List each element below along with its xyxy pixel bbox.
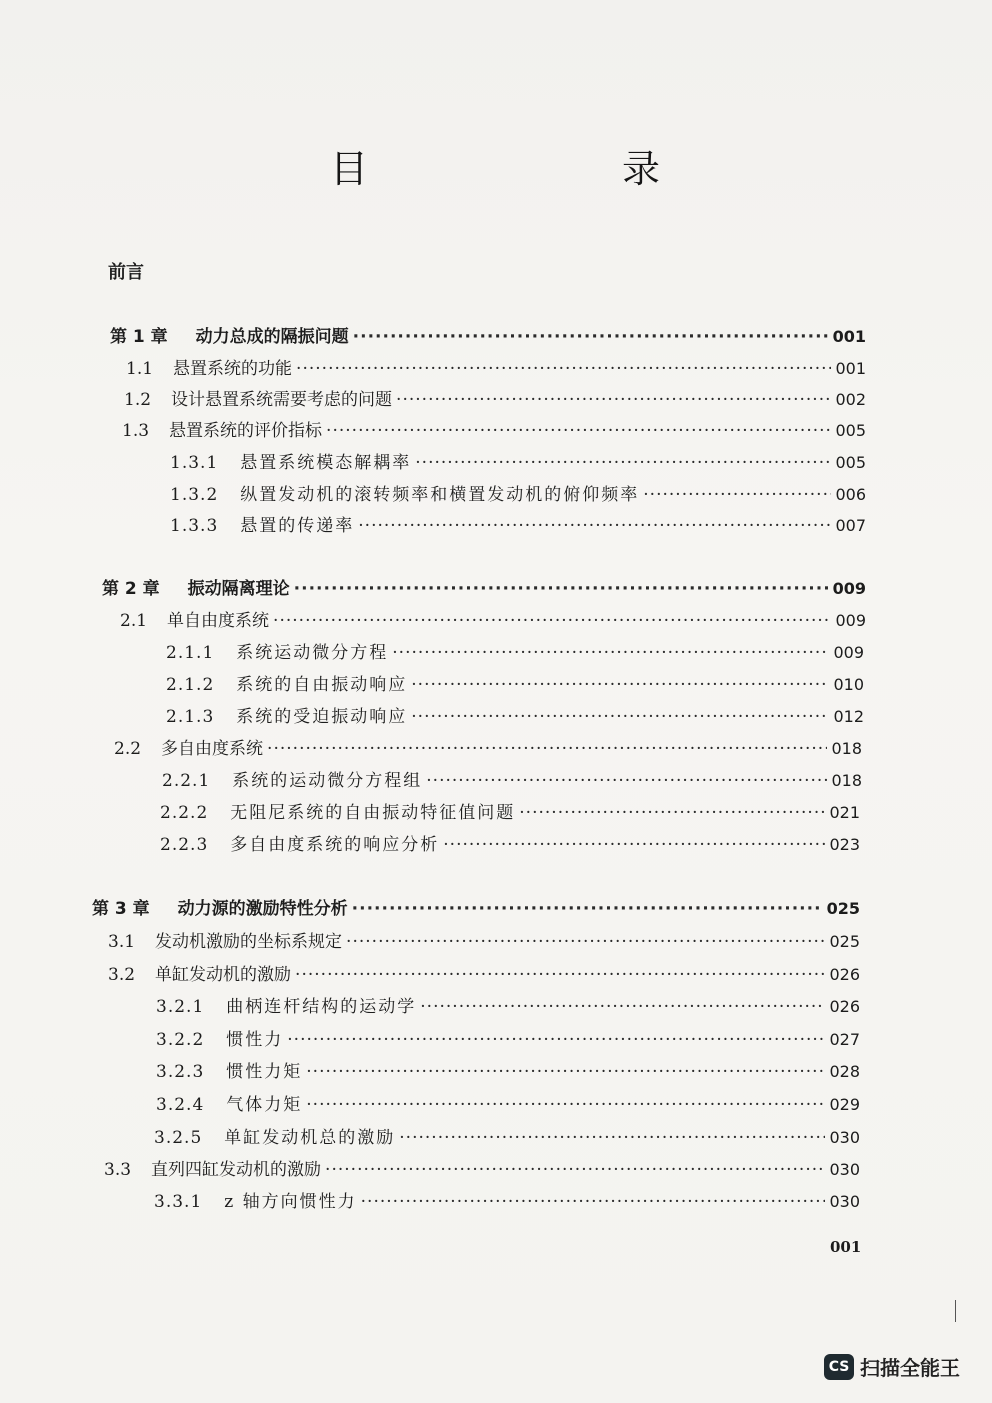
toc-leader xyxy=(326,421,831,441)
toc-text: 多自由度系统的响应分析 xyxy=(230,835,440,855)
toc-section-1-2[interactable] xyxy=(124,385,866,410)
toc-leader xyxy=(643,485,831,505)
toc-leader xyxy=(415,453,831,473)
watermark-text: 扫描全能王 xyxy=(860,1356,960,1380)
toc-text: 单自由度系统 xyxy=(167,611,270,631)
toc-text: 发动机激励的坐标系规定 xyxy=(155,932,343,952)
toc-page: 023 xyxy=(829,835,860,854)
toc-leader xyxy=(296,359,831,379)
toc-subsection-3-2-2[interactable] xyxy=(156,1025,860,1050)
toc-page: 001 xyxy=(835,359,866,378)
toc-page: 021 xyxy=(829,803,860,822)
toc-page: 005 xyxy=(835,421,866,440)
toc-leader xyxy=(399,1128,825,1148)
toc-page: 006 xyxy=(835,485,866,504)
toc-leader xyxy=(325,1160,825,1180)
toc-chapter-3[interactable] xyxy=(92,894,860,919)
toc-subsection-1-3-2[interactable] xyxy=(170,480,866,505)
toc-text: 单缸发动机总的激励 xyxy=(224,1128,396,1148)
toc-subsection-2-1-2[interactable] xyxy=(166,670,864,695)
toc-num: 2.2.3 xyxy=(160,835,209,855)
toc-num: 1.3 xyxy=(122,421,150,441)
toc-page: 028 xyxy=(829,1062,860,1081)
toc-page: 030 xyxy=(829,1128,860,1147)
toc-leader xyxy=(420,997,825,1017)
toc-leader xyxy=(287,1030,825,1050)
toc-text: 悬置系统模态解耦率 xyxy=(240,453,412,473)
scan-edge-line xyxy=(955,1300,956,1322)
toc-leader xyxy=(267,739,827,759)
toc-num: 1.3.1 xyxy=(170,453,219,473)
toc-leader xyxy=(306,1095,825,1115)
toc-leader xyxy=(426,771,827,791)
toc-text: 悬置的传递率 xyxy=(240,516,355,536)
toc-text: 悬置系统的功能 xyxy=(173,359,293,379)
toc-text: 多自由度系统 xyxy=(161,739,264,759)
toc-leader xyxy=(352,899,823,919)
toc-section-3-3[interactable] xyxy=(104,1155,860,1180)
toc-num: 2.2.1 xyxy=(162,771,211,791)
toc-num: 3.2.4 xyxy=(156,1095,205,1115)
toc-chapter-2[interactable] xyxy=(102,574,866,599)
toc-subsection-3-3-1[interactable] xyxy=(154,1187,860,1212)
toc-num: 2.2.2 xyxy=(160,803,209,823)
toc-leader xyxy=(346,932,825,952)
toc-page: 012 xyxy=(833,707,864,726)
toc-leader xyxy=(295,965,825,985)
toc-subsection-3-2-4[interactable] xyxy=(156,1090,860,1115)
toc-text: 设计悬置系统需要考虑的问题 xyxy=(171,390,393,410)
toc-subsection-2-1-1[interactable] xyxy=(166,638,864,663)
toc-section-3-2[interactable] xyxy=(108,960,860,985)
toc-num: 第 1 章 xyxy=(110,327,168,347)
toc-text: 单缸发动机的激励 xyxy=(155,965,292,985)
toc-page: 026 xyxy=(829,965,860,984)
toc-page: 005 xyxy=(835,453,866,472)
scanner-watermark xyxy=(824,1352,960,1381)
toc-page: 009 xyxy=(835,611,866,630)
toc-num: 第 3 章 xyxy=(92,899,150,919)
toc-num: 1.2 xyxy=(124,390,152,410)
toc-subsection-2-2-2[interactable] xyxy=(160,798,860,823)
toc-leader xyxy=(396,390,831,410)
toc-page: 007 xyxy=(835,516,866,535)
toc-page: 009 xyxy=(832,579,866,598)
toc-leader xyxy=(411,675,829,695)
toc-section-3-1[interactable] xyxy=(108,927,860,952)
toc-num: 3.2.5 xyxy=(154,1128,203,1148)
toc-leader xyxy=(273,611,831,631)
toc-chapter-1[interactable] xyxy=(110,322,866,347)
toc-num: 2.1.1 xyxy=(166,643,215,663)
toc-subsection-2-1-3[interactable] xyxy=(166,702,864,727)
toc-text: 系统运动微分方程 xyxy=(236,643,389,663)
toc-leader xyxy=(358,516,831,536)
toc-num: 2.1.2 xyxy=(166,675,215,695)
toc-num: 3.1 xyxy=(108,932,136,952)
toc-text: z 轴方向惯性力 xyxy=(224,1192,357,1212)
toc-subsection-2-2-1[interactable] xyxy=(162,766,862,791)
toc-num: 3.2.2 xyxy=(156,1030,205,1050)
toc-text: 动力源的激励特性分析 xyxy=(177,899,348,919)
toc-page: 018 xyxy=(831,771,862,790)
toc-section-2-2[interactable] xyxy=(114,734,862,759)
toc-page: 025 xyxy=(826,899,860,918)
toc-text: 纵置发动机的滚转频率和横置发动机的俯仰频率 xyxy=(240,485,640,505)
toc-leader xyxy=(294,579,829,599)
toc-text: 曲柄连杆结构的运动学 xyxy=(226,997,417,1017)
toc-page: 030 xyxy=(829,1192,860,1211)
toc-subsection-3-2-5[interactable] xyxy=(154,1123,860,1148)
toc-num: 3.3.1 xyxy=(154,1192,203,1212)
toc-subsection-3-2-3[interactable] xyxy=(156,1057,860,1082)
title-char-2: 录 xyxy=(621,147,660,191)
toc-text: 振动隔离理论 xyxy=(187,579,290,599)
toc-leader xyxy=(353,327,829,347)
toc-section-2-1[interactable] xyxy=(120,606,866,631)
toc-page: 026 xyxy=(829,997,860,1016)
cs-logo-icon: CS xyxy=(824,1354,854,1380)
toc-num: 1.3.3 xyxy=(170,516,219,536)
toc-page: 030 xyxy=(829,1160,860,1179)
title-char-1: 目 xyxy=(330,147,369,191)
toc-num: 1.3.2 xyxy=(170,485,219,505)
toc-section-1-1[interactable] xyxy=(126,354,866,379)
toc-leader xyxy=(519,803,825,823)
toc-page: 002 xyxy=(835,390,866,409)
toc-num: 2.2 xyxy=(114,739,142,759)
toc-leader xyxy=(443,835,825,855)
toc-text: 动力总成的隔振问题 xyxy=(195,327,349,347)
toc-num: 第 2 章 xyxy=(102,579,160,599)
toc-page: 029 xyxy=(829,1095,860,1114)
toc-page: 009 xyxy=(833,643,864,662)
toc-num: 3.2.3 xyxy=(156,1062,205,1082)
toc-subsection-2-2-3[interactable] xyxy=(160,830,860,855)
toc-page: 010 xyxy=(833,675,864,694)
toc-leader xyxy=(306,1062,825,1082)
toc-text: 惯性力 xyxy=(226,1030,284,1050)
toc-text: 系统的运动微分方程组 xyxy=(232,771,423,791)
page-title xyxy=(330,138,660,193)
toc-text: 系统的自由振动响应 xyxy=(236,675,408,695)
toc-text: 无阻尼系统的自由振动特征值问题 xyxy=(230,803,516,823)
toc-text: 系统的受迫振动响应 xyxy=(236,707,408,727)
toc-subsection-1-3-1[interactable] xyxy=(170,448,866,473)
toc-page: 001 xyxy=(832,327,866,346)
toc-subsection-1-3-3[interactable] xyxy=(170,511,866,536)
toc-page: 025 xyxy=(829,932,860,951)
toc-section-1-3[interactable] xyxy=(122,416,866,441)
toc-leader xyxy=(411,707,829,727)
toc-text: 直列四缸发动机的激励 xyxy=(151,1160,322,1180)
toc-text: 气体力矩 xyxy=(226,1095,303,1115)
toc-leader xyxy=(392,643,829,663)
toc-num: 1.1 xyxy=(126,359,154,379)
toc-num: 3.3 xyxy=(104,1160,132,1180)
toc-num: 2.1.3 xyxy=(166,707,215,727)
toc-page: 018 xyxy=(831,739,862,758)
toc-preface[interactable]: 前言 xyxy=(108,262,144,283)
toc-num: 3.2 xyxy=(108,965,136,985)
toc-num: 2.1 xyxy=(120,611,148,631)
toc-subsection-3-2-1[interactable] xyxy=(156,992,860,1017)
toc-leader xyxy=(361,1192,826,1212)
toc-text: 惯性力矩 xyxy=(226,1062,303,1082)
toc-page: 027 xyxy=(829,1030,860,1049)
toc-text: 悬置系统的评价指标 xyxy=(169,421,323,441)
page-number: 001 xyxy=(830,1238,862,1256)
toc-num: 3.2.1 xyxy=(156,997,205,1017)
